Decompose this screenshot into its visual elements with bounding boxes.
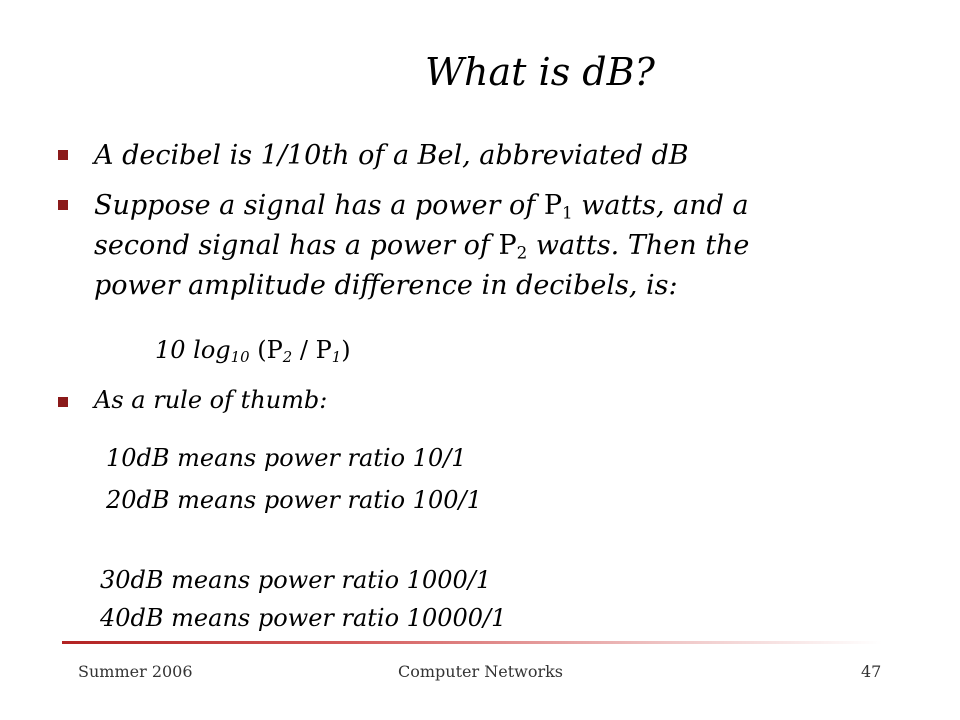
bullet-line: second signal has a power of P2 watts. Then the — [94, 230, 750, 263]
bullet-marker — [58, 150, 68, 160]
bullet-decibel-definition: A decibel is 1/10th of a Bel, abbreviated dB — [94, 140, 689, 171]
footer-date: Summer 2006 — [78, 662, 193, 681]
bullet-line: power amplitude difference in decibels, is: — [94, 270, 678, 301]
slide-title: What is dB? — [425, 50, 655, 94]
footer-divider — [62, 641, 882, 644]
footer-course: Computer Networks — [398, 662, 564, 681]
bullet-line: Suppose a signal has a power of P1 watts, and a — [94, 190, 749, 223]
bullet-rule-of-thumb: As a rule of thumb: — [94, 386, 328, 414]
rule-10db: 10dB means power ratio 10/1 — [106, 444, 467, 472]
bullet-marker — [58, 200, 68, 210]
page-number: 47 — [861, 662, 882, 681]
rule-30db: 30dB means power ratio 1000/1 — [100, 566, 492, 594]
bullet-power-difference — [94, 186, 749, 306]
decibel-formula: 10 $\log_{10} (P_2 / P_1)$ — [155, 336, 351, 367]
rule-40db: 40dB means power ratio 10000/1 — [100, 604, 507, 632]
rule-20db: 20dB means power ratio 100/1 — [106, 486, 482, 514]
bullet-marker — [58, 397, 68, 407]
